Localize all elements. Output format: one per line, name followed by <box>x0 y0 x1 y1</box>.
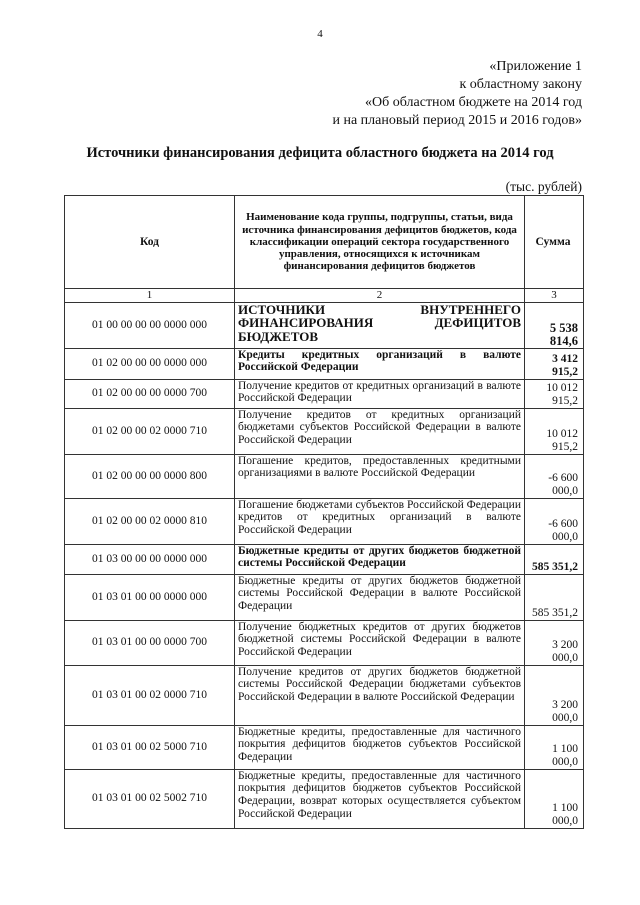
table-row <box>65 454 584 498</box>
appendix-heading <box>332 58 582 130</box>
row-code: 01 02 00 00 00 0000 700 <box>65 379 235 408</box>
row-name: Получение кредитов от кредитных организаций бюджетами субъектов Российской Федерации в валюте Российской Федерации <box>235 408 525 454</box>
row-sum: -6 600 000,0 <box>525 454 584 498</box>
table-row <box>65 769 584 828</box>
header-code: Код <box>65 196 235 289</box>
table-row <box>65 620 584 665</box>
header-name: Наименование кода группы, подгруппы, статьи, вида источника финансирования дефицитов бюджетов, кода классификации операций сектора государственного управления, относящихся к источникам финансирования дефицитов бюджетов <box>235 196 525 289</box>
row-name: Получение кредитов от кредитных организаций в валюте Российской Федерации <box>235 379 525 408</box>
row-code: 01 03 01 00 02 5000 710 <box>65 725 235 769</box>
row-code: 01 03 00 00 00 0000 000 <box>65 544 235 574</box>
table-row <box>65 348 584 379</box>
table-row <box>65 302 584 348</box>
units-label: (тыс. рублей) <box>505 179 582 194</box>
page-number: 4 <box>317 28 323 40</box>
table-row <box>65 379 584 408</box>
column-number-3: 3 <box>525 289 584 303</box>
appendix-line-4: и на плановый период 2015 и 2016 годов» <box>332 113 582 128</box>
row-code: 01 00 00 00 00 0000 000 <box>65 302 235 348</box>
table-header-row <box>65 196 584 289</box>
row-sum: 585 351,2 <box>525 574 584 620</box>
row-code: 01 03 01 00 02 5002 710 <box>65 769 235 828</box>
row-sum: 3 412 915,2 <box>525 348 584 379</box>
document-title: Источники финансирования дефицита областного бюджета на 2014 год <box>86 145 554 161</box>
row-code: 01 02 00 00 00 0000 000 <box>65 348 235 379</box>
row-name: Погашение кредитов, предоставленных кредитными организациями в валюте Российской Федерации <box>235 454 525 498</box>
row-name: Бюджетные кредиты от других бюджетов бюджетной системы Российской Федерации в валюте Российской Федерации <box>235 574 525 620</box>
table-row <box>65 498 584 544</box>
column-number-2: 2 <box>235 289 525 303</box>
table-row <box>65 574 584 620</box>
table-row <box>65 408 584 454</box>
row-code: 01 03 01 00 02 0000 710 <box>65 665 235 725</box>
row-code: 01 03 01 00 00 0000 000 <box>65 574 235 620</box>
row-sum: 1 100 000,0 <box>525 769 584 828</box>
row-code: 01 02 00 00 00 0000 800 <box>65 454 235 498</box>
row-sum: 3 200 000,0 <box>525 665 584 725</box>
row-code: 01 02 00 00 02 0000 710 <box>65 408 235 454</box>
row-name: Получение кредитов от других бюджетов бюджетной системы Российской Федерации бюджетами субъектов Российской Федерации в валюте Российской Федерации <box>235 665 525 725</box>
appendix-line-3: «Об областном бюджете на 2014 год <box>365 95 582 110</box>
table-row <box>65 665 584 725</box>
column-number-1: 1 <box>65 289 235 303</box>
row-sum: 3 200 000,0 <box>525 620 584 665</box>
row-sum: 1 100 000,0 <box>525 725 584 769</box>
row-name: Кредиты кредитных организаций в валюте Российской Федерации <box>235 348 525 379</box>
row-name: Бюджетные кредиты, предоставленные для частичного покрытия дефицитов бюджетов субъектов Российской Федерации, возврат которых осуществляется субъектом Российской Федерации <box>235 769 525 828</box>
row-sum: 5 538 814,6 <box>525 302 584 348</box>
appendix-line-2: к областному закону <box>459 77 582 92</box>
row-name: Получение бюджетных кредитов от других бюджетов бюджетной системы Российской Федерации в валюте Российской Федерации <box>235 620 525 665</box>
column-number-row <box>65 289 584 303</box>
row-code: 01 02 00 00 02 0000 810 <box>65 498 235 544</box>
table-row <box>65 544 584 574</box>
row-name: Бюджетные кредиты от других бюджетов бюджетной системы Российской Федерации <box>235 544 525 574</box>
budget-sources-table <box>64 195 584 829</box>
row-name: ИСТОЧНИКИ ВНУТРЕННЕГО ФИНАНСИРОВАНИЯ ДЕФИЦИТОВ БЮДЖЕТОВ <box>235 302 525 348</box>
row-name: Бюджетные кредиты, предоставленные для частичного покрытия дефицитов бюджетов субъектов Российской Федерации <box>235 725 525 769</box>
row-sum: 10 012 915,2 <box>525 408 584 454</box>
row-sum: -6 600 000,0 <box>525 498 584 544</box>
header-sum: Сумма <box>525 196 584 289</box>
row-sum: 585 351,2 <box>525 544 584 574</box>
table-row <box>65 725 584 769</box>
row-sum: 10 012 915,2 <box>525 379 584 408</box>
row-name: Погашение бюджетами субъектов Российской Федерации кредитов от кредитных организаций в валюте Российской Федерации <box>235 498 525 544</box>
row-code: 01 03 01 00 00 0000 700 <box>65 620 235 665</box>
appendix-line-1: «Приложение 1 <box>489 59 582 74</box>
